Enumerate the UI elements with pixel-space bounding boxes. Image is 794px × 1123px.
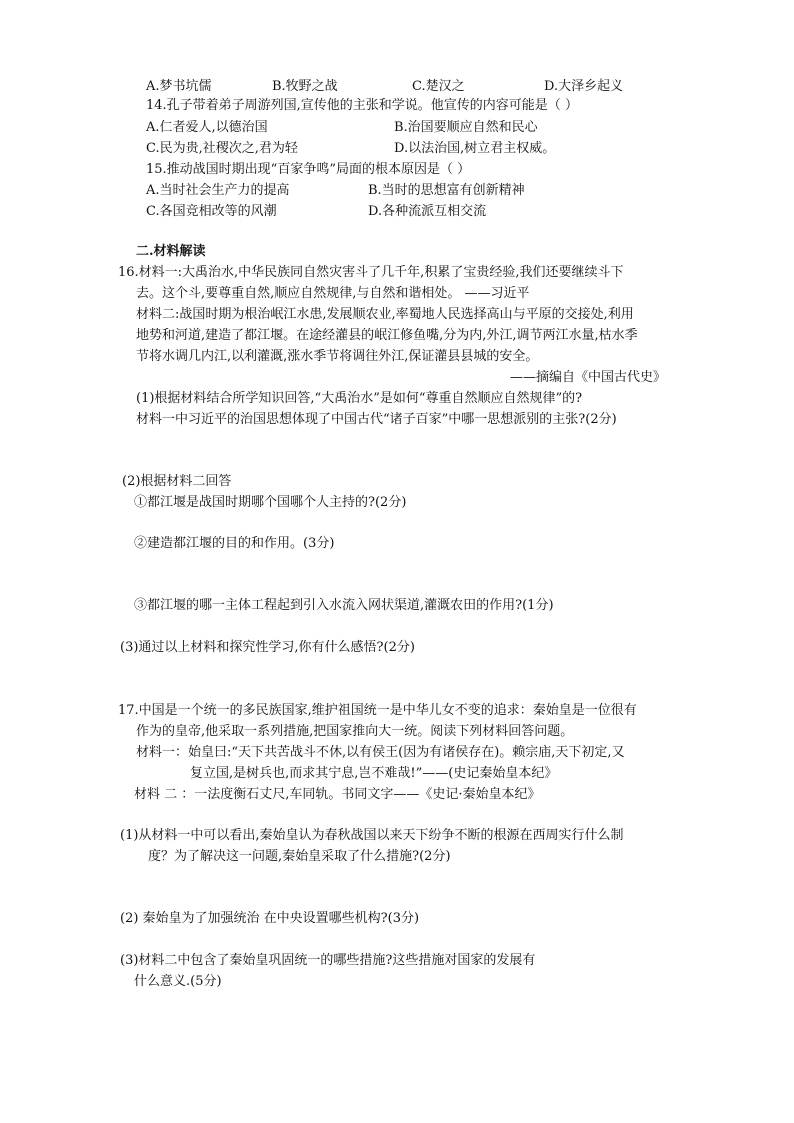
- q15-option-a: A.当时社会生产力的提高: [146, 183, 290, 198]
- q16-material1-line2: 去。这个斗,要尊重自然,顺应自然规律,与自然和谐相处。 ——习近平: [136, 286, 530, 301]
- q17-line2: 作为的皇帝,他采取一系列措施,把国家推向大一统。阅读下列材料回答问题。: [136, 724, 574, 739]
- q17-sub1-line1: (1)从材料一中可以看出,秦始皇认为春秋战国以来天下纷争不断的根源在西周实行什么制: [120, 828, 624, 843]
- q15-option-b: B.当时的思想富有创新精神: [368, 183, 525, 198]
- q13-option-a: A.梦书坑儒: [146, 79, 212, 94]
- q15-stem: 15.推动战国时期出现“百家争鸣”局面的根本原因是（ ）: [146, 162, 471, 177]
- q16-material2-source: ——摘编自《中国古代史》: [510, 370, 667, 385]
- q14-option-c: C.民为贵,社稷次之,君为轻: [146, 141, 298, 156]
- q17-sub2: (2) 秦始皇为了加强统治 在中央设置哪些机构?(3分): [120, 911, 420, 926]
- q16-sub1-line1: (1)根据材料结合所学知识回答,“大禹治水”是如何“尊重自然顺应自然规律”的?: [136, 391, 583, 406]
- q16-sub2-1: ①都江堰是战国时期哪个国哪个人主持的?(2分): [134, 495, 407, 510]
- q16-sub1-line2: 材料一中习近平的治国思想体现了中国古代“诸子百家”中哪一思想派别的主张?(2分): [136, 412, 617, 427]
- q16-sub2: (2)根据材料二回答: [122, 474, 232, 489]
- q16-material2-line3: 节将水调几内江,以利灌溉,涨水季节将调往外江,保证灌县县城的安全。: [136, 349, 539, 364]
- q17-sub3-line1: (3)材料二中包含了秦始皇巩固统一的哪些措施?这些措施对国家的发展有: [120, 953, 536, 968]
- q16-sub2-3: ③都江堰的哪一主体工程起到引入水流入网状渠道,灌溉农田的作用?(1分): [134, 598, 554, 613]
- q17-sub1-line2: 度？为了解决这一问题,秦始皇采取了什么措施?(2分): [148, 849, 451, 864]
- q13-option-d: D.大泽乡起义: [544, 79, 624, 94]
- q17-material2: 材料 二 ：一法度衡石丈尺,车同轨。书同文字——《史记·秦始皇本纪》: [134, 787, 541, 802]
- q17-sub3-line2: 什么意义.(5分): [134, 974, 222, 989]
- q15-option-c: C.各国竞相改等的风潮: [146, 204, 277, 219]
- q14-option-a: A.仁者爱人,以德治国: [146, 120, 268, 135]
- section-title: 二.材料解读: [136, 244, 206, 259]
- q15-option-d: D.各种流派互相交流: [368, 204, 487, 219]
- q13-option-b: B.牧野之战: [272, 79, 338, 94]
- q17-line1: 17.中国是一个统一的多民族国家,维护祖国统一是中华儿女不变的追求：秦始皇是一位很有: [118, 703, 637, 718]
- q16-material2-line2: 地势和河道,建造了都江堰。在途经灌县的岷江修鱼嘴,分为内,外江,调节两江水量,枯水季: [136, 328, 638, 343]
- q14-option-b: B.治国要顺应自然和民心: [394, 120, 538, 135]
- q16-material1-line1: 16.材料一:大禹治水,中华民族同自然灾害斗了几千年,积累了宝贵经验,我们还要继续斗下: [118, 265, 624, 280]
- q17-material1-line1: 材料一：始皇曰:“天下共苦战斗不休,以有侯王(因为有诸侯存在)。赖宗庙,天下初定,又: [136, 745, 625, 760]
- q17-material1-line2: 复立国,是树兵也,而求其宁息,岂不难哉!”——(史记秦始皇本纪》: [190, 766, 558, 781]
- q13-option-c: C.楚汉之: [412, 79, 465, 94]
- q16-sub2-2: ②建造都江堰的目的和作用。(3分): [134, 536, 335, 551]
- q14-option-d: D.以法治国,树立君主权威。: [394, 141, 556, 156]
- q14-stem: 14.孔子带着弟子周游列国,宣传他的主张和学说。他宣传的内容可能是（ ）: [146, 98, 578, 113]
- q16-sub3: (3)通过以上材料和探究性学习,你有什么感悟?(2分): [120, 640, 415, 655]
- q16-material2-line1: 材料二:战国时期为根治岷江水患,发展顺农业,率蜀地人民选择高山与平原的交接处,利用: [136, 307, 634, 322]
